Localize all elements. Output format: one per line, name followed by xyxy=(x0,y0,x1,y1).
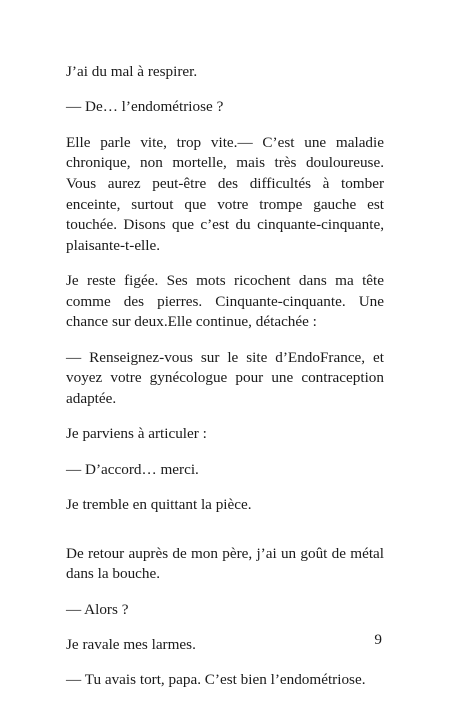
paragraph: — De… l’endométriose ? xyxy=(66,98,224,116)
paragraph: Elle parle vite, trop vite.— C’est une maladie chronique, non mortelle, mais très douloureuse. Vous aurez peut-être des difficultés à tomber enceinte, surtout que votre trompe gauche est touchée. Disons que c’est du cinquante-cinquante, plaisante-t-elle. xyxy=(66,133,384,254)
body-text xyxy=(66,62,384,706)
paragraph: Je tremble en quittant la pièce. xyxy=(66,496,252,514)
paragraph: Je reste figée. Ses mots ricochent dans ma tête comme des pierres. Cinquante-cinquante. Une chance sur deux.Elle continue, détachée : xyxy=(66,272,384,331)
paragraph: — Tu avais tort, papa. C’est bien l’endométriose. xyxy=(66,671,366,689)
paragraph: — Alors ? xyxy=(66,600,129,618)
page-number: 9 xyxy=(374,631,382,648)
paragraph: — D’accord… merci. xyxy=(66,460,199,478)
paragraph: Je parviens à articuler : xyxy=(66,425,207,443)
paragraph: J’ai du mal à respirer. xyxy=(66,63,198,80)
paragraph: Je ravale mes larmes. xyxy=(66,636,196,654)
paragraph: De retour auprès de mon père, j’ai un goût de métal dans la bouche. xyxy=(66,544,384,583)
paragraph: — Renseignez-vous sur le site d’EndoFrance, et voyez votre gynécologue pour une contraception adaptée. xyxy=(66,348,384,407)
